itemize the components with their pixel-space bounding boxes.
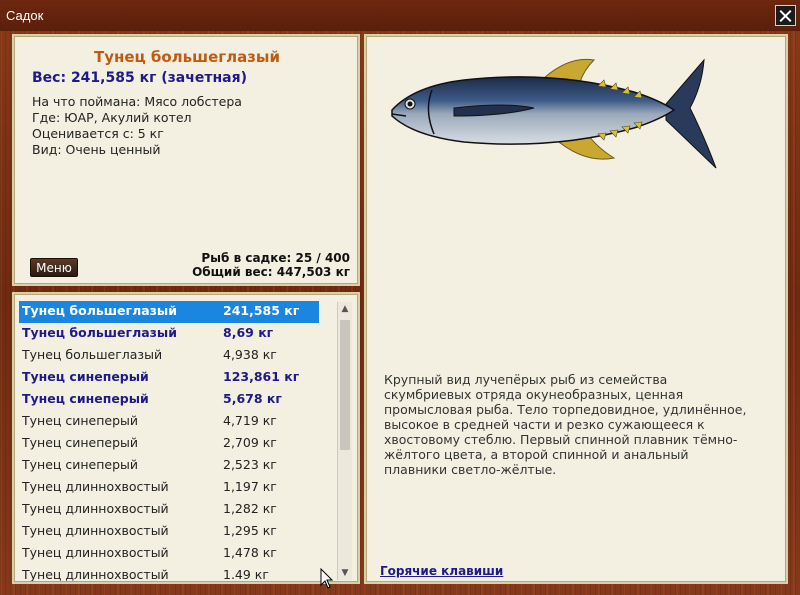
list-item[interactable] bbox=[19, 345, 341, 367]
window-title: Садок bbox=[6, 8, 44, 23]
list-item[interactable] bbox=[19, 521, 341, 543]
list-item-fish-name: Тунец синеперый bbox=[22, 435, 139, 450]
fish-description-panel bbox=[364, 34, 788, 584]
list-item-fish-name: Тунец большеглазый bbox=[22, 303, 177, 318]
tuna-fish-image bbox=[384, 46, 734, 176]
hotkeys-link[interactable]: Горячие клавиши bbox=[380, 564, 504, 578]
list-item[interactable] bbox=[19, 543, 341, 565]
list-item-fish-name: Тунец длиннохвостый bbox=[22, 545, 169, 560]
scroll-down-icon[interactable]: ▼ bbox=[341, 568, 349, 578]
value-detail: Вид: Очень ценный bbox=[32, 142, 161, 157]
fish-weight: Вес: 241,585 кг (зачетная) bbox=[32, 70, 247, 86]
list-item[interactable] bbox=[19, 411, 341, 433]
list-item-fish-name: Тунец синеперый bbox=[22, 457, 139, 472]
fish-list[interactable] bbox=[19, 301, 341, 581]
list-item-fish-name: Тунец длиннохвостый bbox=[22, 479, 169, 494]
fish-name: Тунец большеглазый bbox=[94, 48, 280, 66]
mouse-cursor-icon bbox=[320, 568, 334, 590]
list-item-fish-weight: 8,69 кг bbox=[223, 325, 274, 340]
window-titlebar bbox=[0, 0, 800, 31]
menu-button[interactable]: Меню bbox=[30, 258, 78, 277]
total-weight: Общий вес: 447,503 кг bbox=[192, 265, 350, 279]
list-item-fish-weight: 1,282 кг bbox=[223, 501, 277, 516]
list-item-fish-weight: 241,585 кг bbox=[223, 303, 300, 318]
list-item-fish-weight: 2,523 кг bbox=[223, 457, 277, 472]
list-item[interactable] bbox=[19, 499, 341, 521]
list-item-fish-name: Тунец длиннохвостый bbox=[22, 523, 169, 538]
min-weight-detail: Оценивается с: 5 кг bbox=[32, 126, 164, 141]
fish-info-panel bbox=[12, 34, 360, 286]
list-scrollbar[interactable] bbox=[337, 302, 352, 580]
list-item-fish-name: Тунец большеглазый bbox=[22, 325, 177, 340]
scroll-up-icon[interactable]: ▲ bbox=[341, 304, 349, 314]
scroll-thumb[interactable] bbox=[340, 320, 350, 450]
list-item[interactable] bbox=[19, 323, 341, 345]
list-item-fish-weight: 1,197 кг bbox=[223, 479, 277, 494]
close-icon[interactable] bbox=[775, 5, 796, 26]
fish-details bbox=[32, 94, 242, 158]
list-item-fish-weight: 4,938 кг bbox=[223, 347, 277, 362]
list-item[interactable] bbox=[19, 565, 341, 581]
list-item-fish-name: Тунец большеглазый bbox=[22, 347, 163, 362]
fish-count: Рыб в садке: 25 / 400 bbox=[201, 251, 350, 265]
list-item-fish-name: Тунец синеперый bbox=[22, 391, 149, 406]
bait-detail: На что поймана: Мясо лобстера bbox=[32, 94, 242, 109]
keepnet-stats bbox=[192, 251, 350, 279]
list-item[interactable] bbox=[19, 433, 341, 455]
list-item[interactable] bbox=[19, 477, 341, 499]
fish-description: Крупный вид лучепёрых рыб из семейства скумбриевых отряда окунеобразных, ценная промысловая рыба. Тело торпедовидное, удлинённое, высокое в средней части и резко сужающееся к хвостовому стеблю. Первый спинной плавник тёмно-жёлтого цвета, а второй спинной и анальный плавники светло-жёлтые. bbox=[384, 372, 747, 477]
list-item-fish-weight: 2,709 кг bbox=[223, 435, 277, 450]
list-item[interactable] bbox=[19, 455, 341, 477]
list-item-fish-weight: 5,678 кг bbox=[223, 391, 282, 406]
list-item-fish-weight: 1,295 кг bbox=[223, 523, 277, 538]
list-item-fish-weight: 1,478 кг bbox=[223, 545, 277, 560]
list-item[interactable] bbox=[19, 389, 341, 411]
list-item-fish-weight: 1.49 кг bbox=[223, 567, 269, 581]
list-item-fish-name: Тунец длиннохвостый bbox=[22, 501, 169, 516]
location-detail: Где: ЮАР, Акулий котел bbox=[32, 110, 192, 125]
list-item-fish-name: Тунец синеперый bbox=[22, 369, 149, 384]
fish-list-panel bbox=[12, 292, 360, 584]
list-item[interactable] bbox=[19, 367, 341, 389]
list-item-fish-name: Тунец синеперый bbox=[22, 413, 139, 428]
list-item-fish-name: Тунец длиннохвостый bbox=[22, 567, 169, 581]
list-item-fish-weight: 4,719 кг bbox=[223, 413, 277, 428]
list-item-fish-weight: 123,861 кг bbox=[223, 369, 300, 384]
list-item[interactable] bbox=[19, 301, 319, 323]
